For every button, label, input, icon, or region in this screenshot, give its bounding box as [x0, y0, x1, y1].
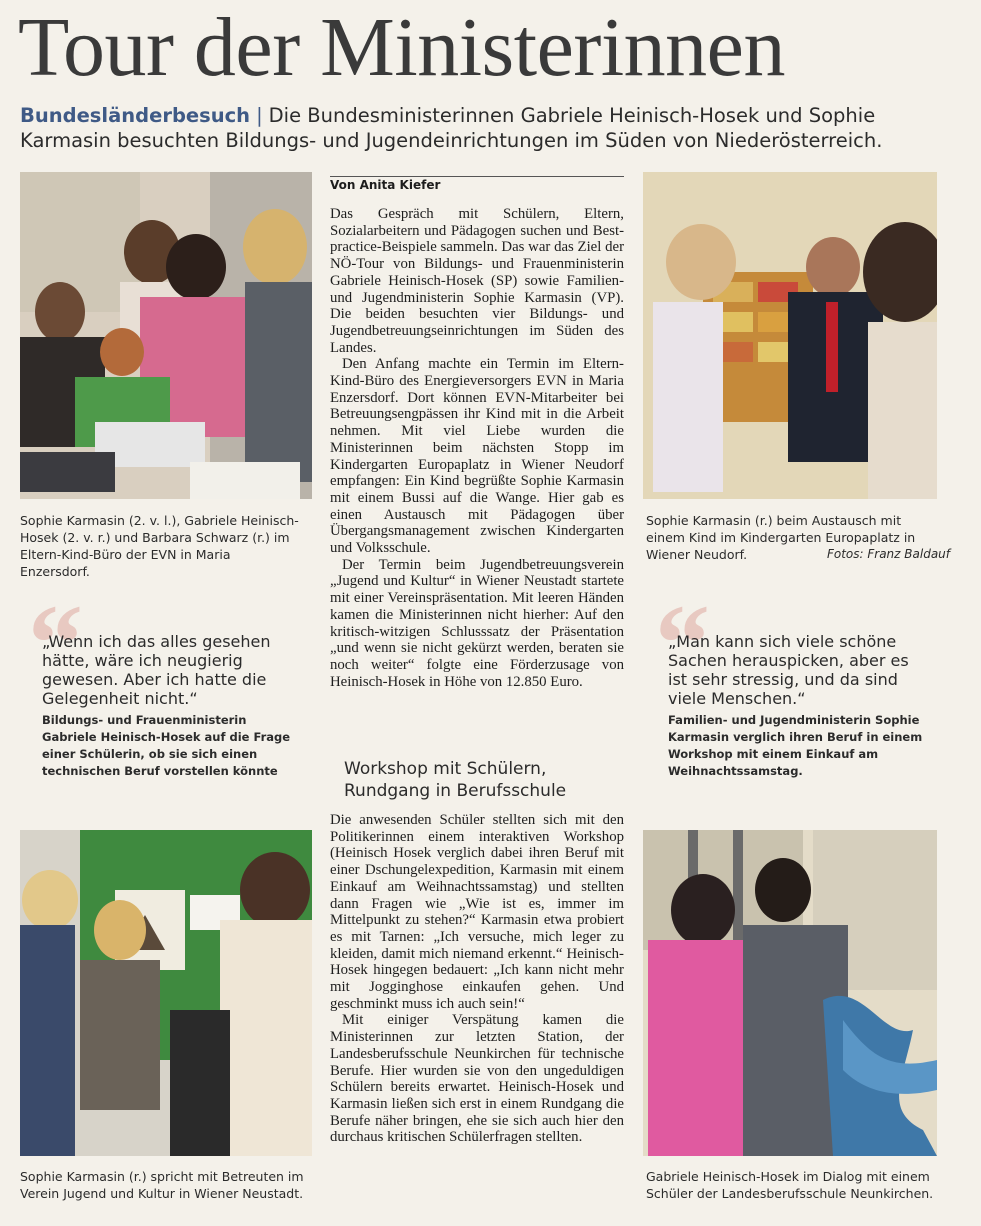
- caption-photo-1: Sophie Karmasin (2. v. l.), Gabriele Heinisch-Hosek (2. v. r.) und Barbara Schwarz (r.) im Eltern-Kind-Büro der EVN in Maria Enzersdorf.: [20, 513, 299, 579]
- article-paragraph: Das Gespräch mit Schülern, Eltern, Sozialarbeitern und Pädagogen suchen und Best-practice-Beispiele sammeln. Das war das Ziel der NÖ-Tour von Bildungs- und Frauenministerin Gabriele Heinisch-Hosek (SP) sowie Familien- und Jugendministerin Sophie Karmasin (VP). Die beiden besuchten vier Bildungs- und Jugendbetreuungseinrichtungen im Süden des Landes.: [330, 206, 624, 356]
- photo-berufsschule: [643, 830, 937, 1156]
- quote-right: „Man kann sich viele schöne Sachen herauspicken, aber es ist sehr stressig, und da sind viele Menschen.“: [668, 632, 909, 708]
- quote-left: „Wenn ich das alles gesehen hätte, wäre ich neugierig gewesen. Aber ich hatte die Gelegenheit nicht.“: [42, 632, 271, 708]
- photo-credit: Fotos: Franz Baldauf: [826, 547, 950, 561]
- subhead-line-1: Workshop mit Schülern,: [344, 759, 547, 779]
- photo-jugend-und-kultur: [20, 830, 312, 1156]
- photo-kindergarten: [643, 172, 937, 499]
- quote-left-attribution: Bildungs- und Frauenministerin Gabriele Heinisch-Hosek auf die Frage einer Schülerin, ob sie sich einen technischen Beruf vorstellen könnte: [42, 713, 291, 778]
- quote-mark-left: “: [28, 582, 83, 704]
- quote-mark-right: “: [655, 582, 710, 704]
- kicker: Bundesländerbesuch: [20, 104, 251, 127]
- article-subhead: [344, 758, 624, 802]
- quote-right-attribution: Familien- und Jugendministerin Sophie Karmasin verglich ihren Beruf in einem Workshop mit einem Einkauf am Weihnachtssamstag.: [668, 713, 923, 778]
- article-column-bottom: [330, 812, 624, 1146]
- lede-separator: |: [256, 104, 263, 127]
- caption-photo-2: Sophie Karmasin (r.) beim Austausch mit einem Kind im Kindergarten Europaplatz in Wiener Neudorf.: [646, 513, 916, 562]
- caption-photo-3: Sophie Karmasin (r.) spricht mit Betreuten im Verein Jugend und Kultur in Wiener Neustadt.: [20, 1169, 304, 1201]
- photo-eltern-kind-buero: [20, 172, 312, 499]
- lede-text: Die Bundesministerinnen Gabriele Heinisch-Hosek und Sophie Karmasin besuchten Bildungs- und Jugendeinrichtungen im Süden von Niederösterreich.: [20, 104, 883, 152]
- subhead-line-2: Rundgang in Berufsschule: [344, 781, 567, 801]
- article-paragraph: Mit einiger Verspätung kamen die Ministerinnen zur letzten Station, der Landesberufsschule Neunkirchen für technische Berufe. Hier wurden sie von den ungeduldigen Schülern bereits erwartet. Heinisch-Hosek und Karmasin ließen sich erst in einem Rundgang die Berufe näher bringen, ehe sie sich auch hier den durchaus kritischen Schülerfragen stellten.: [330, 1012, 624, 1146]
- article-paragraph: Die anwesenden Schüler stellten sich mit den Politikerinnen einem interaktiven Workshop (Heinisch Hosek verglich dabei ihren Beruf mit einer Dschungelexpedition, Karmasin mit einem Einkauf am Weihnachtssamstag) und stellten dann Fragen wie „Wie ist es, immer im Mittelpunkt zu stehen?“ Karmasin etwa probiert es mit Tarnen: „Ich versuche, mich leger zu kleiden, damit mich niemand erkennt.“ Heinisch-Hosek hingegen bedauert: „Ich kann nicht mehr mit Jogginghose einkaufen gehen. Und geschminkt muss ich auch sein!“: [330, 812, 624, 1012]
- headline: Tour der Ministerinnen: [18, 1, 785, 94]
- article-paragraph: Der Termin beim Jugendbetreuungsverein „Jugend und Kultur“ in Wiener Neustadt startete mit einer Vereinspräsentation. Mit leeren Händen kamen die Ministerinnen nicht hierher: Auf den kritisch-witzigen Schlusssatz der Präsentation „und wenn sie nicht gekürzt werden, beraten sie noch weiter“ folgte eine Förderzusage von Heinisch-Hosek in Höhe von 12.850 Euro.: [330, 556, 624, 690]
- caption-photo-4: Gabriele Heinisch-Hosek im Dialog mit einem Schüler der Landesberufsschule Neunkirchen.: [646, 1169, 934, 1201]
- article-paragraph: Den Anfang machte ein Termin im Eltern-Kind-Büro des Energieversorgers EVN in Maria Enzersdorf. Dort können EVN-Mitarbeiter bei Betreuungsengpässen ihr Kind mit in die Arbeit nehmen. Mit viel Liebe wurden die Ministerinnen beim nächsten Stopp im Kindergarten Europaplatz in Wiener Neudorf empfangen: Ein Kind begrüßte Sophie Karmasin mit einem Bussi auf die Wange. Hier gab es einen Austausch mit Pädagogen über Übergangsmanagement zwischen Kindergarten und Volksschule.: [330, 356, 624, 557]
- byline: Von Anita Kiefer: [330, 176, 624, 193]
- lede: [20, 103, 960, 153]
- article-column-top: [330, 206, 624, 690]
